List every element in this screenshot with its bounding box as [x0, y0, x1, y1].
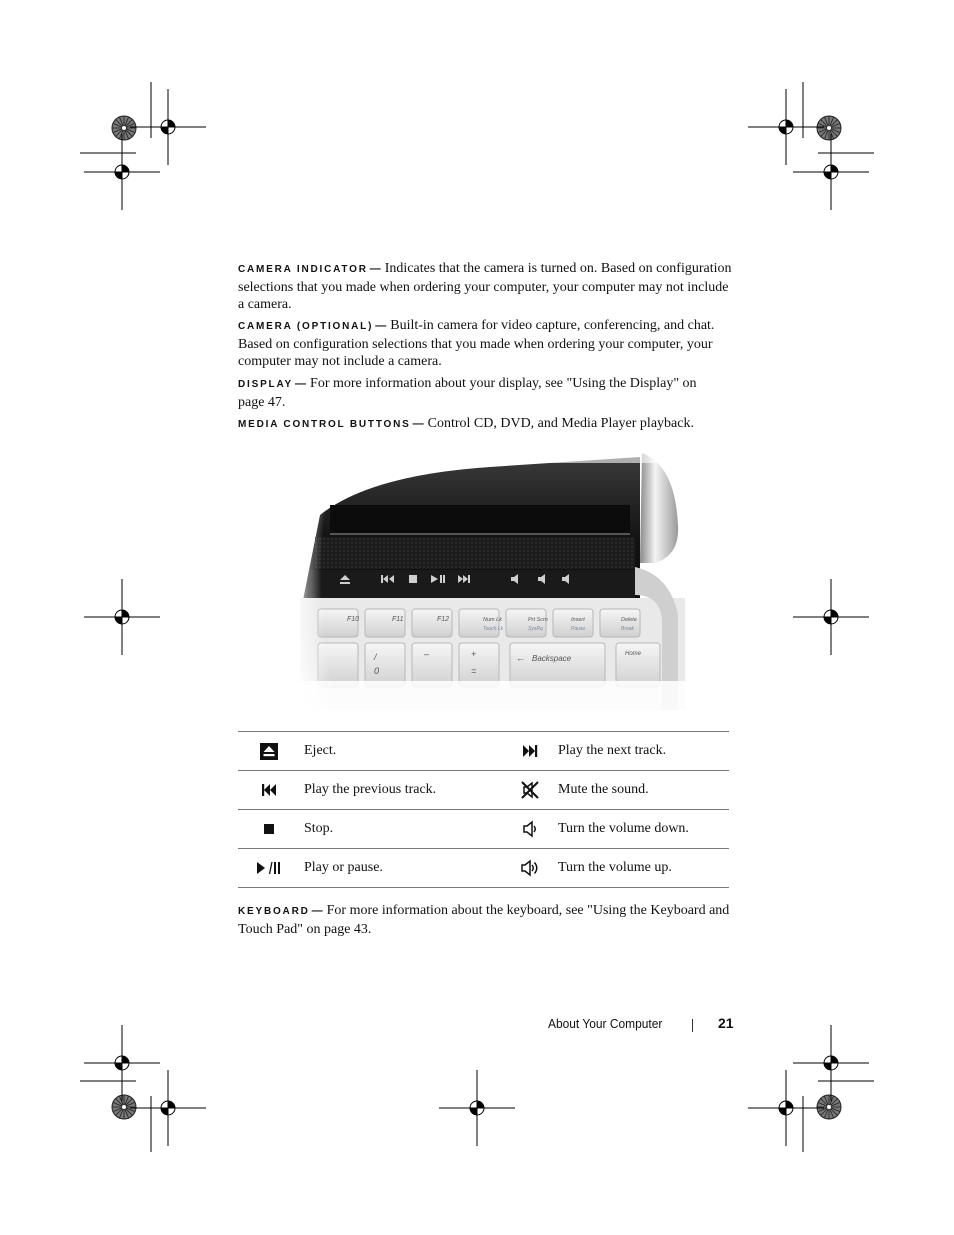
stop-icon: [264, 824, 274, 834]
table-row: [238, 849, 729, 888]
svg-text:=: =: [471, 666, 477, 676]
table-row: [238, 771, 729, 810]
footer-divider: [692, 1019, 693, 1032]
eject-icon: [260, 743, 278, 760]
term-label: CAMERA INDICATOR: [238, 264, 368, 275]
next-track-icon: [522, 745, 538, 757]
svg-text:0: 0: [374, 666, 380, 676]
key-sublabel: Pause: [571, 626, 586, 632]
description-text: For more information about your display, see "Using the Display" on page 47.: [238, 376, 697, 410]
term-label: DISPLAY: [238, 379, 294, 390]
description-text: Indicates that the camera is turned on. Based on configuration selections that you made when ordering your computer, your computer may not include a camera.: [238, 261, 732, 312]
media-buttons-description: MEDIA CONTROL BUTTONS — Control CD, DVD, and Media Player playback.: [238, 416, 694, 431]
description-text: Built-in camera for video capture, conferencing, and chat. Based on configuration selections that you made when ordering your computer, your computer may not include a camera.: [238, 318, 715, 369]
table-row: [238, 810, 729, 849]
play-pause-icon: [257, 862, 281, 874]
footer-section-title: About Your Computer: [548, 1016, 663, 1031]
keyboard-description: KEYBOARD — For more information about the keyboard, see "Using the Keyboard and Touch Pad" on page 43.: [238, 903, 730, 937]
previous-track-label: Play the previous track.: [300, 771, 506, 810]
key-sublabel: Break: [621, 626, 635, 632]
key-backspace: Backspace: [532, 654, 572, 663]
key-f12: F12: [437, 616, 450, 623]
term-label: MEDIA CONTROL BUTTONS: [238, 419, 411, 430]
mute-label: Mute the sound.: [554, 771, 729, 810]
key-sublabel: SysRq: [528, 626, 543, 632]
eject-label: Eject.: [300, 732, 506, 771]
svg-text:/: /: [374, 652, 377, 662]
next-track-label: Play the next track.: [554, 732, 729, 771]
key-insert: Insert: [571, 617, 585, 623]
laptop-media-controls-photo: [290, 445, 690, 710]
page-number: 21: [718, 1015, 734, 1031]
key-prtscrn: Prt Scrn: [528, 617, 548, 623]
svg-text:–: –: [424, 649, 430, 659]
volume-down-label: Turn the volume down.: [554, 810, 729, 849]
svg-text:+: +: [471, 649, 477, 659]
volume-up-label: Turn the volume up.: [554, 849, 729, 888]
description-text: Control CD, DVD, and Media Player playback.: [427, 416, 694, 431]
previous-track-icon: [261, 784, 277, 796]
display-description: DISPLAY — For more information about your display, see "Using the Display" on page 47.: [238, 376, 697, 410]
svg-text:←: ←: [516, 653, 525, 663]
key-home: Home: [625, 651, 642, 657]
camera-description: CAMERA (OPTIONAL) — Built-in camera for video capture, conferencing, and chat. Based on configuration selections that you made when ordering your computer, your computer may not include a camera.: [238, 318, 715, 369]
key-numlk: Num Lk: [483, 617, 502, 623]
key-delete: Delete: [621, 617, 637, 623]
camera-indicator-description: CAMERA INDICATOR — Indicates that the camera is turned on. Based on configuration selections that you made when ordering your computer, your computer may not include a camera.: [238, 261, 732, 312]
media-controls-table: [238, 731, 729, 888]
key-sublabel: Touch Lk: [483, 626, 504, 632]
term-label: KEYBOARD: [238, 906, 310, 917]
play-pause-label: Play or pause.: [300, 849, 506, 888]
description-text: For more information about the keyboard, see "Using the Keyboard and Touch Pad" on page 43.: [238, 903, 730, 937]
mute-icon: [521, 781, 539, 799]
stop-label: Stop.: [300, 810, 506, 849]
volume-up-icon: [520, 859, 540, 877]
term-label: CAMERA (OPTIONAL): [238, 321, 374, 332]
table-row: [238, 732, 729, 771]
key-f11: F11: [392, 616, 404, 623]
volume-down-icon: [522, 820, 538, 838]
